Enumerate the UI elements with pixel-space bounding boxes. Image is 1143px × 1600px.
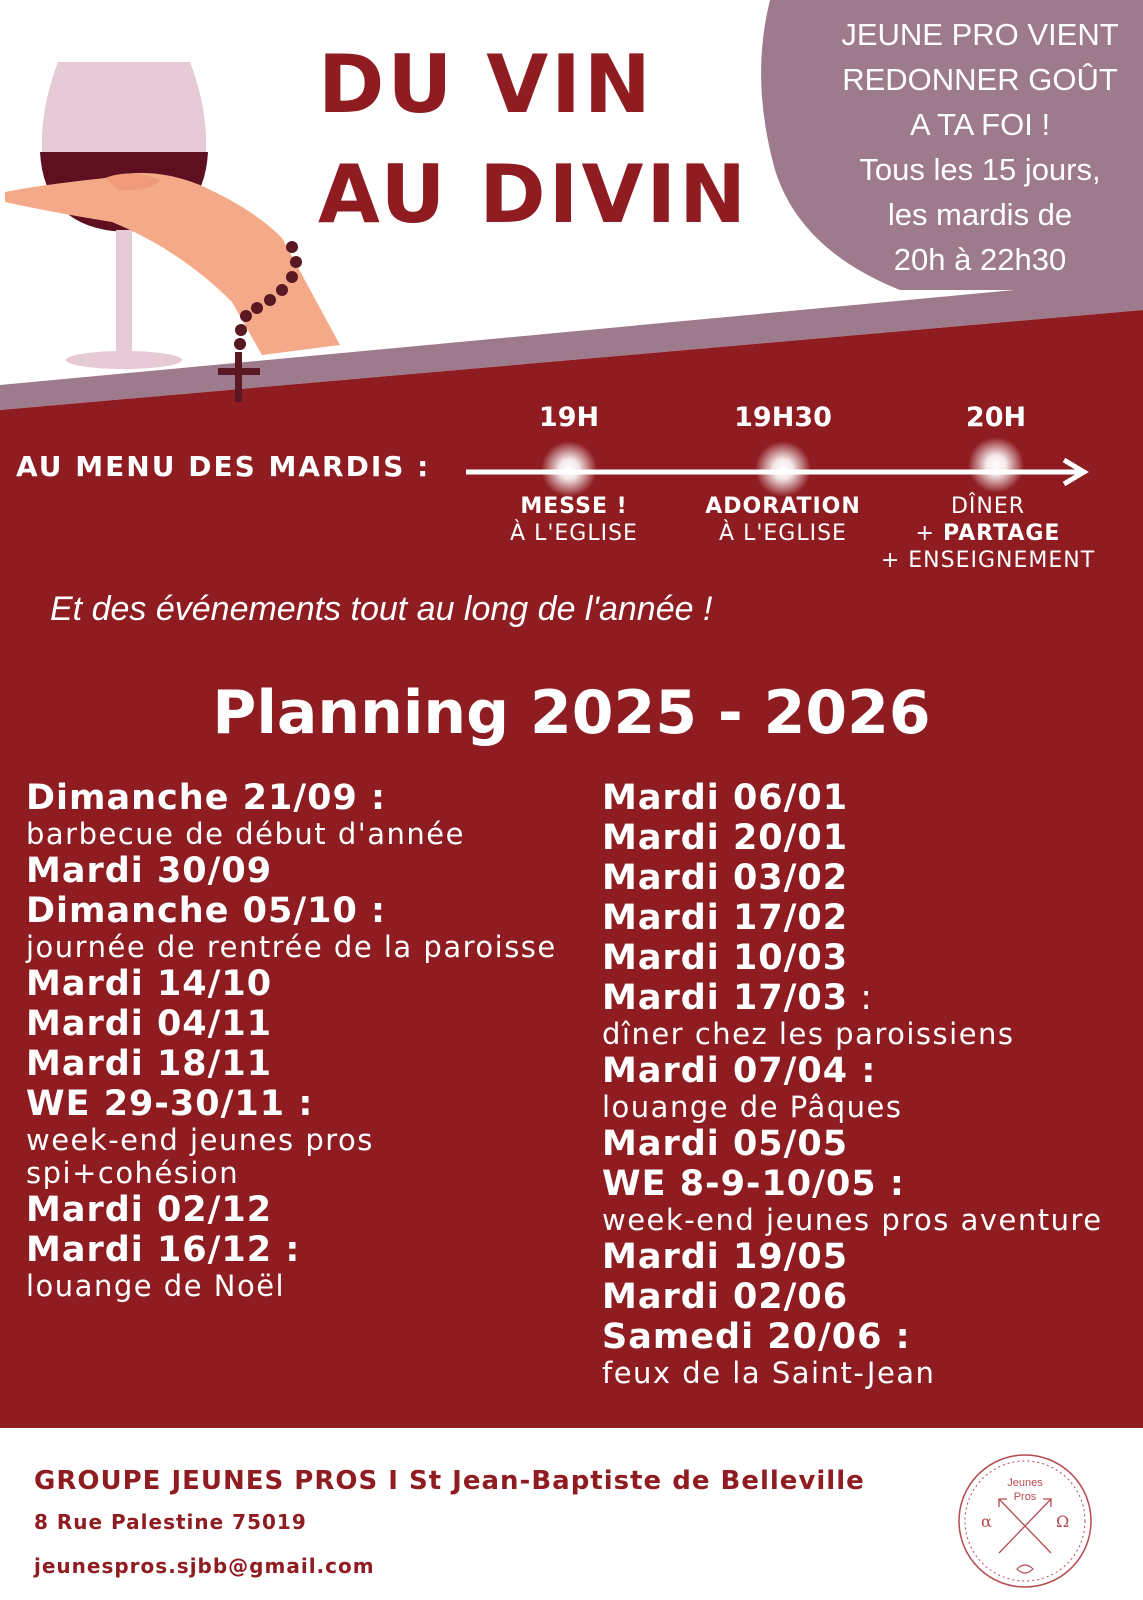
address: 8 Rue Palestine 75019: [34, 1510, 307, 1534]
event-date: Samedi 20/06 :: [602, 1317, 911, 1357]
event-date: Mardi 07/04 :: [602, 1051, 877, 1091]
step-place: À L'EGLISE: [510, 521, 638, 546]
event-date-suffix: :: [848, 978, 874, 1018]
menu-label: AU MENU DES MARDIS :: [16, 450, 431, 483]
planning-column-right: [602, 778, 1142, 1390]
timeline-dot-icon: [968, 437, 1024, 493]
event-date: Mardi 02/06: [602, 1277, 849, 1317]
event-date: Mardi 10/03: [602, 938, 849, 978]
event-date: Mardi 06/01: [602, 778, 849, 818]
step-time: 19H: [538, 402, 600, 433]
event-date: Mardi 19/05: [602, 1237, 849, 1277]
step-time: 19H30: [734, 402, 832, 433]
event-date: Mardi 17/02: [602, 898, 849, 938]
event-date: Mardi 16/12 :: [26, 1230, 301, 1270]
main-title: [318, 30, 749, 250]
event-date: WE 29-30/11 :: [26, 1084, 314, 1124]
title-line-1: DU VIN: [318, 38, 654, 131]
group-logo-icon: [955, 1451, 1095, 1591]
step-activity: ADORATION: [705, 494, 861, 519]
step-activity: DÎNER: [950, 494, 1026, 519]
event-description: feux de la Saint-Jean: [602, 1356, 936, 1390]
bubble-line: A TA FOI !: [909, 107, 1051, 142]
event-description: louange de Noël: [26, 1269, 286, 1303]
alpha-glyph: α: [981, 1512, 992, 1531]
event-description: dîner chez les paroissiens: [602, 1017, 1015, 1051]
planning-column-left: [26, 778, 576, 1303]
bubble-line: les mardis de: [887, 197, 1073, 232]
event-date-row: [602, 978, 1142, 1018]
bubble-line: JEUNE PRO VIENT: [841, 17, 1119, 52]
event-description: louange de Pâques: [602, 1090, 903, 1124]
hand-icon: [5, 173, 340, 355]
event-date: Mardi 04/11: [26, 1004, 273, 1044]
event-date: Mardi 05/05: [602, 1124, 849, 1164]
logo-text: Pros: [1013, 1491, 1037, 1503]
email-link[interactable]: jeunespros.sjbb@gmail.com: [34, 1554, 375, 1578]
event-date: Dimanche 05/10 :: [26, 891, 387, 931]
bubble-line: Tous les 15 jours,: [859, 152, 1101, 187]
step-place: À L'EGLISE: [719, 521, 847, 546]
event-date: Mardi 14/10: [26, 964, 273, 1004]
event-date: Mardi 18/11: [26, 1044, 273, 1084]
bubble-text: [820, 12, 1140, 282]
step-time: 20H: [965, 402, 1027, 433]
step-extra: + ENSEIGNEMENT: [880, 548, 1096, 573]
timeline-dot-icon: [755, 441, 811, 497]
title-line-2: AU DIVIN: [318, 148, 750, 241]
organization-name: GROUPE JEUNES PROS I St Jean-Baptiste de Belleville: [34, 1466, 865, 1496]
event-date: Mardi 20/01: [602, 818, 849, 858]
logo-text: Jeunes: [1007, 1477, 1043, 1489]
event-description: week-end jeunes pros spi+cohésion: [26, 1123, 374, 1190]
event-date: Mardi 03/02: [602, 858, 849, 898]
step-activity-bold: PARTAGE: [942, 521, 1061, 546]
omega-glyph: Ω: [1056, 1512, 1070, 1531]
event-date: WE 8-9-10/05 :: [602, 1164, 905, 1204]
event-date: Mardi 02/12: [26, 1190, 273, 1230]
planning-title: Planning 2025 - 2026: [212, 678, 931, 748]
event-date: Mardi 30/09: [26, 851, 273, 891]
event-date: Mardi 17/03: [602, 978, 849, 1018]
bubble-line: REDONNER GOÛT: [842, 62, 1118, 97]
timeline-dot-icon: [541, 441, 597, 497]
step-description: [858, 493, 1118, 574]
step-activity: MESSE !: [520, 494, 628, 519]
event-description: barbecue de début d'année: [26, 817, 465, 851]
step-prefix: +: [915, 521, 943, 546]
event-description: week-end jeunes pros aventure: [602, 1203, 1103, 1237]
tagline: Et des événements tout au long de l'année !: [50, 590, 713, 628]
event-date: Dimanche 21/09 :: [26, 778, 387, 818]
bubble-line: 20h à 22h30: [893, 242, 1067, 277]
event-description: journée de rentrée de la paroisse: [26, 930, 557, 964]
